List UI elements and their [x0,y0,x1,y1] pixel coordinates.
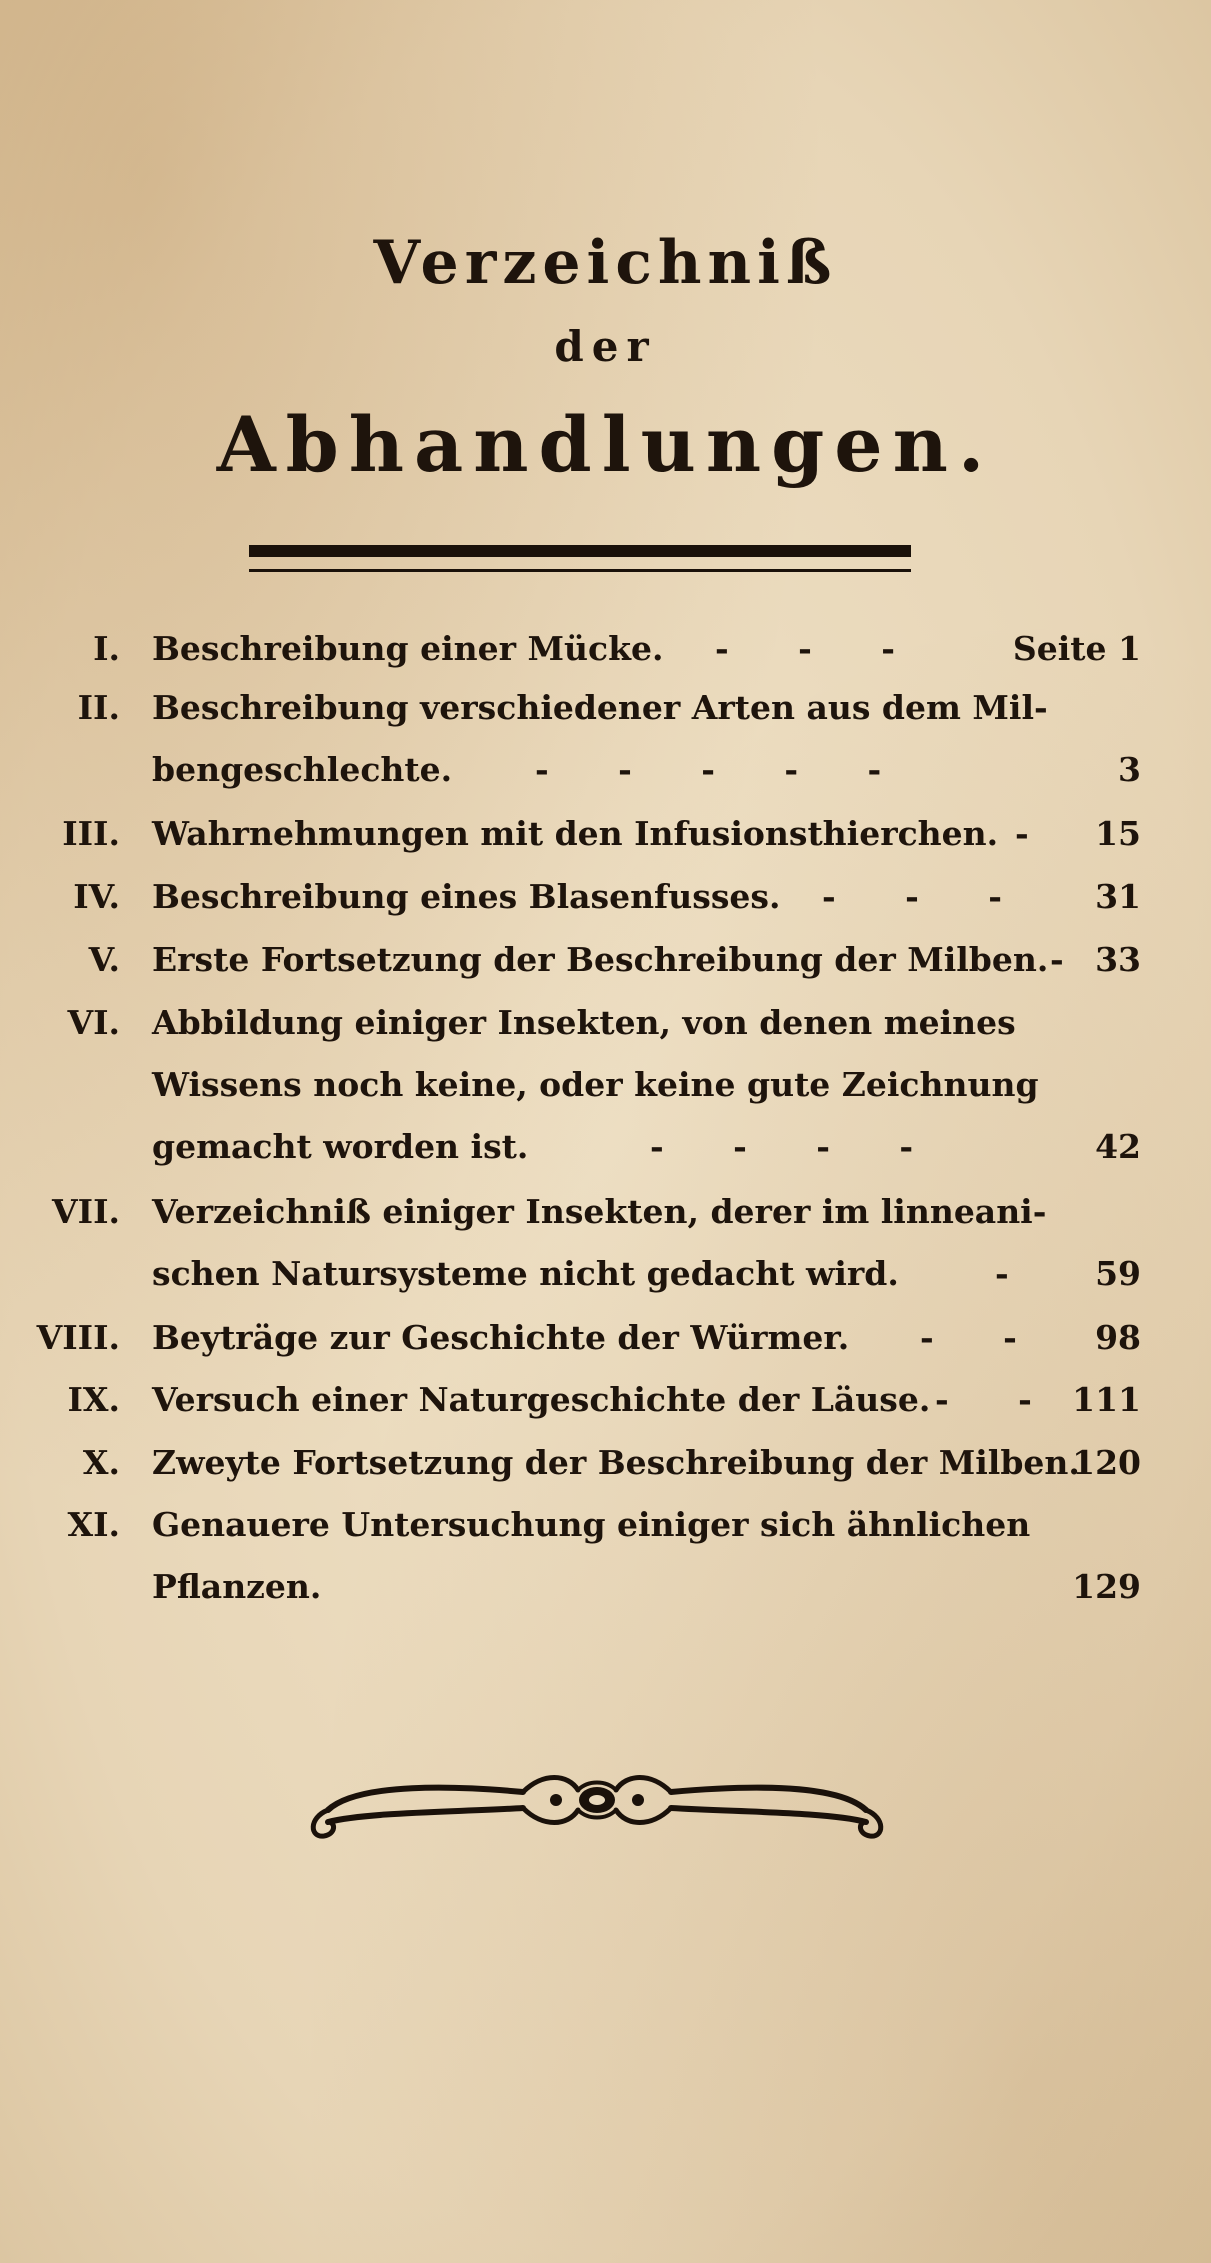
leader-dashes: - [1050,940,1066,979]
leader-dashes: - - - [822,877,1004,916]
page-number: 129 [1072,1567,1141,1606]
entry-title-line: Verzeichniß einiger Insekten, derer im linneani- [152,1192,1047,1231]
entry-title-line: Versuch einer Naturgeschichte der Läuse. [152,1380,931,1419]
title-der: der [554,322,657,371]
leader-dashes: - - [920,1318,1019,1357]
page-number: 111 [1072,1380,1141,1419]
entry-number: IV. [73,877,120,916]
page-number: 3 [1118,750,1141,789]
leader-dashes: - - - - [650,1127,916,1166]
title-verzeichniss: Verzeichniß [373,228,838,298]
entry-title-line: Wissens noch keine, oder keine gute Zeichnung [152,1065,1039,1104]
entry-title-line: Beschreibung eines Blasenfusses. [152,877,781,916]
title-abhandlungen: Abhandlungen. [216,400,995,489]
page-number: 33 [1095,940,1141,979]
page-number: 1 [1118,629,1141,668]
entry-number: V. [88,940,120,979]
page-number: 120 [1072,1443,1141,1482]
entry-title-line: Wahrnehmungen mit den Infusionsthierchen. [152,814,999,853]
entry-title-line: Beyträge zur Geschichte der Würmer. [152,1318,850,1357]
entry-page [1013,620,1141,678]
entry-number: VII. [52,1192,120,1231]
entry-title-line: gemacht worden ist. [152,1127,529,1166]
leader-dashes: - [995,1254,1011,1293]
entry-number: I. [93,629,120,668]
double-rule-thin [249,569,911,572]
entry-number: II. [77,688,120,727]
leader-dashes: - - - - - [535,750,884,789]
page-number: 15 [1095,814,1141,853]
leader-dashes: - - [935,1380,1034,1419]
leader-dashes: - [1015,814,1031,853]
entry-title-line: Beschreibung einer Mücke. [152,629,664,668]
entry-number: IX. [67,1380,120,1419]
entry-number: X. [82,1443,120,1482]
entry-number: III. [62,814,120,853]
entry-number: VI. [67,1003,120,1042]
page-number: 31 [1095,877,1141,916]
entry-title-line: Genauere Untersuchung einiger sich ähnlichen [152,1505,1031,1544]
page-number: 42 [1095,1127,1141,1166]
entry-title-line: Beschreibung verschiedener Arten aus dem Mil- [152,688,1048,727]
page-label: Seite [1012,629,1107,668]
entry-title-line: Pflanzen. [152,1567,322,1606]
double-rule-thick [249,545,911,557]
entry-title-line: Abbildung einiger Insekten, von denen meines [152,1003,1016,1042]
entry-number: VIII. [36,1318,120,1357]
entry-title-line: Erste Fortsetzung der Beschreibung der Milben. [152,940,1049,979]
page-number: 59 [1095,1254,1141,1293]
leader-dashes: - - - [715,629,897,668]
entry-title-line: bengeschlechte. [152,750,453,789]
entry-title-line: schen Natursysteme nicht gedacht wird. [152,1254,899,1293]
scroll-ornament-icon [288,1752,906,1848]
page-number: 98 [1095,1318,1141,1357]
entry-title-line: Zweyte Fortsetzung der Beschreibung der Milben. [152,1443,1080,1482]
entry-number: XI. [67,1505,120,1544]
